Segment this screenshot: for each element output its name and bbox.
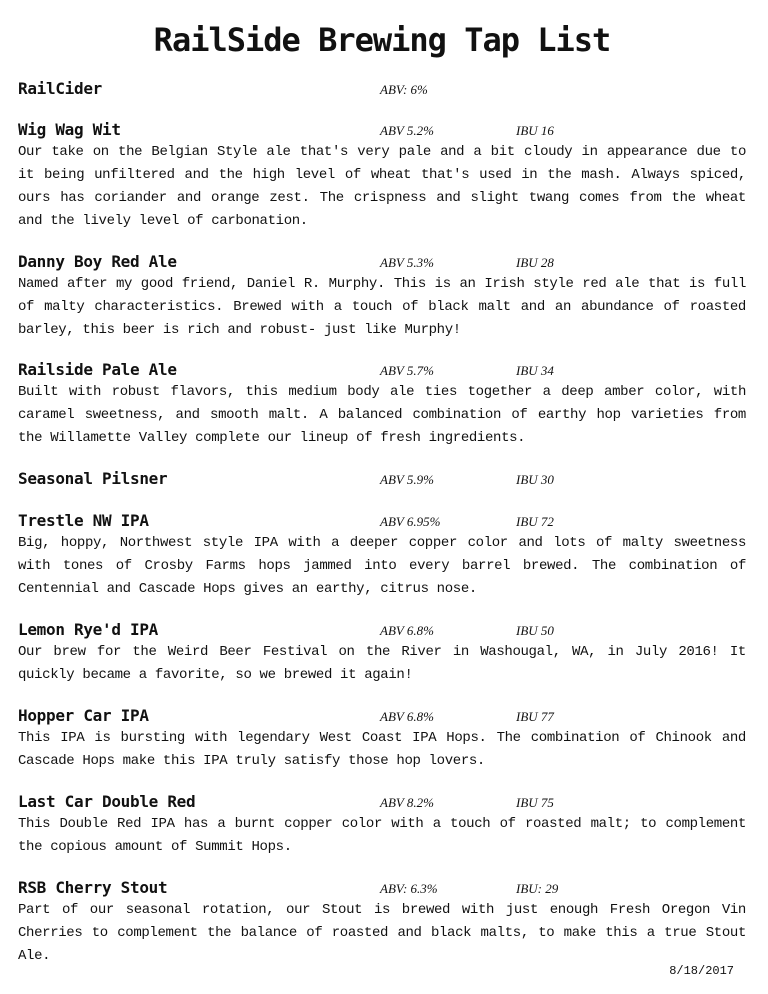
beer-header	[18, 251, 746, 273]
beer-abv: ABV 5.7%	[380, 363, 434, 378]
beer-item	[18, 468, 746, 490]
beer-abv: ABV 6.95%	[380, 514, 441, 529]
beer-item	[18, 78, 746, 100]
beer-name: RailCider	[18, 79, 102, 98]
beer-ibu: IBU 16	[516, 123, 554, 138]
beer-item	[18, 705, 746, 773]
beer-header	[18, 119, 746, 141]
beer-description: This IPA is bursting with legendary West Coast IPA Hops. The combination of Chinook and Cascade Hops make this IPA truly satisfy those hop lovers.	[18, 730, 746, 769]
tap-list-page	[18, 0, 746, 994]
beer-description: Our take on the Belgian Style ale that's very pale and a bit cloudy in appearance due to it being unfiltered and the high level of wheat that's used in the mash. Always spiced, ours has coriander and orange zest. The crispness and slight twang comes from the wheat and the lively level of carbonation.	[18, 144, 746, 229]
beer-abv: ABV 5.2%	[380, 123, 434, 138]
beer-abv: ABV 6.8%	[380, 623, 434, 638]
beer-description: This Double Red IPA has a burnt copper color with a touch of roasted malt; to complement the copious amount of Summit Hops.	[18, 816, 746, 855]
beer-ibu: IBU: 29	[516, 881, 559, 896]
beer-item	[18, 359, 746, 450]
beer-name: Wig Wag Wit	[18, 120, 121, 139]
beer-header	[18, 510, 746, 532]
beer-ibu: IBU 75	[516, 795, 554, 810]
beer-header	[18, 78, 746, 100]
beer-abv: ABV 8.2%	[380, 795, 434, 810]
beer-abv: ABV: 6.3%	[380, 881, 438, 896]
beer-ibu: IBU 77	[516, 709, 554, 724]
beer-abv: ABV 6.8%	[380, 709, 434, 724]
beer-name: Trestle NW IPA	[18, 511, 149, 530]
beer-description: Built with robust flavors, this medium body ale ties together a deep amber color, with caramel sweetness, and smooth malt. A balanced combination of earthy hop varieties from the Willamette Valley complete our lineup of fresh ingredients.	[18, 384, 746, 446]
beer-header	[18, 359, 746, 381]
beer-name: Railside Pale Ale	[18, 360, 177, 379]
beer-header	[18, 705, 746, 727]
beer-name: Lemon Rye'd IPA	[18, 620, 158, 639]
beer-ibu: IBU 72	[516, 514, 554, 529]
beer-ibu: IBU 34	[516, 363, 554, 378]
beer-name: RSB Cherry Stout	[18, 878, 168, 897]
beer-name: Hopper Car IPA	[18, 706, 149, 725]
beer-abv: ABV 5.3%	[380, 255, 434, 270]
beer-header	[18, 619, 746, 641]
beer-item	[18, 510, 746, 601]
beer-item	[18, 251, 746, 342]
beer-header	[18, 877, 746, 899]
print-date: 8/18/2017	[669, 964, 734, 978]
beer-ibu: IBU 28	[516, 255, 554, 270]
beer-abv: ABV 5.9%	[380, 472, 434, 487]
beer-name: Danny Boy Red Ale	[18, 252, 177, 271]
page-title: RailSide Brewing Tap List	[153, 21, 611, 59]
beer-name: Last Car Double Red	[18, 792, 196, 811]
beer-header	[18, 468, 746, 490]
beer-ibu: IBU 50	[516, 623, 554, 638]
beer-ibu: IBU 30	[516, 472, 554, 487]
beer-description: Big, hoppy, Northwest style IPA with a deeper copper color and lots of malty sweetness with tones of Crosby Farms hops jammed into every barrel brewed. The combination of Centennial and Cascade Hops gives an earthy, citrus nose.	[18, 535, 746, 597]
beer-name: Seasonal Pilsner	[18, 469, 168, 488]
beer-item	[18, 791, 746, 859]
beer-item	[18, 877, 746, 968]
beer-header	[18, 791, 746, 813]
beer-item	[18, 619, 746, 687]
beer-description: Our brew for the Weird Beer Festival on the River in Washougal, WA, in July 2016! It quickly became a favorite, so we brewed it again!	[18, 644, 746, 683]
beer-description: Part of our seasonal rotation, our Stout is brewed with just enough Fresh Oregon Vin Cherries to complement the balance of roasted and black malts, to make this a true Stout Ale.	[18, 902, 746, 964]
beer-item	[18, 119, 746, 233]
beer-abv: ABV: 6%	[380, 82, 428, 97]
beer-description: Named after my good friend, Daniel R. Murphy. This is an Irish style red ale that is full of malty characteristics. Brewed with a touch of black malt and an abundance of roasted barley, this beer is rich and robust- just like Murphy!	[18, 276, 746, 338]
